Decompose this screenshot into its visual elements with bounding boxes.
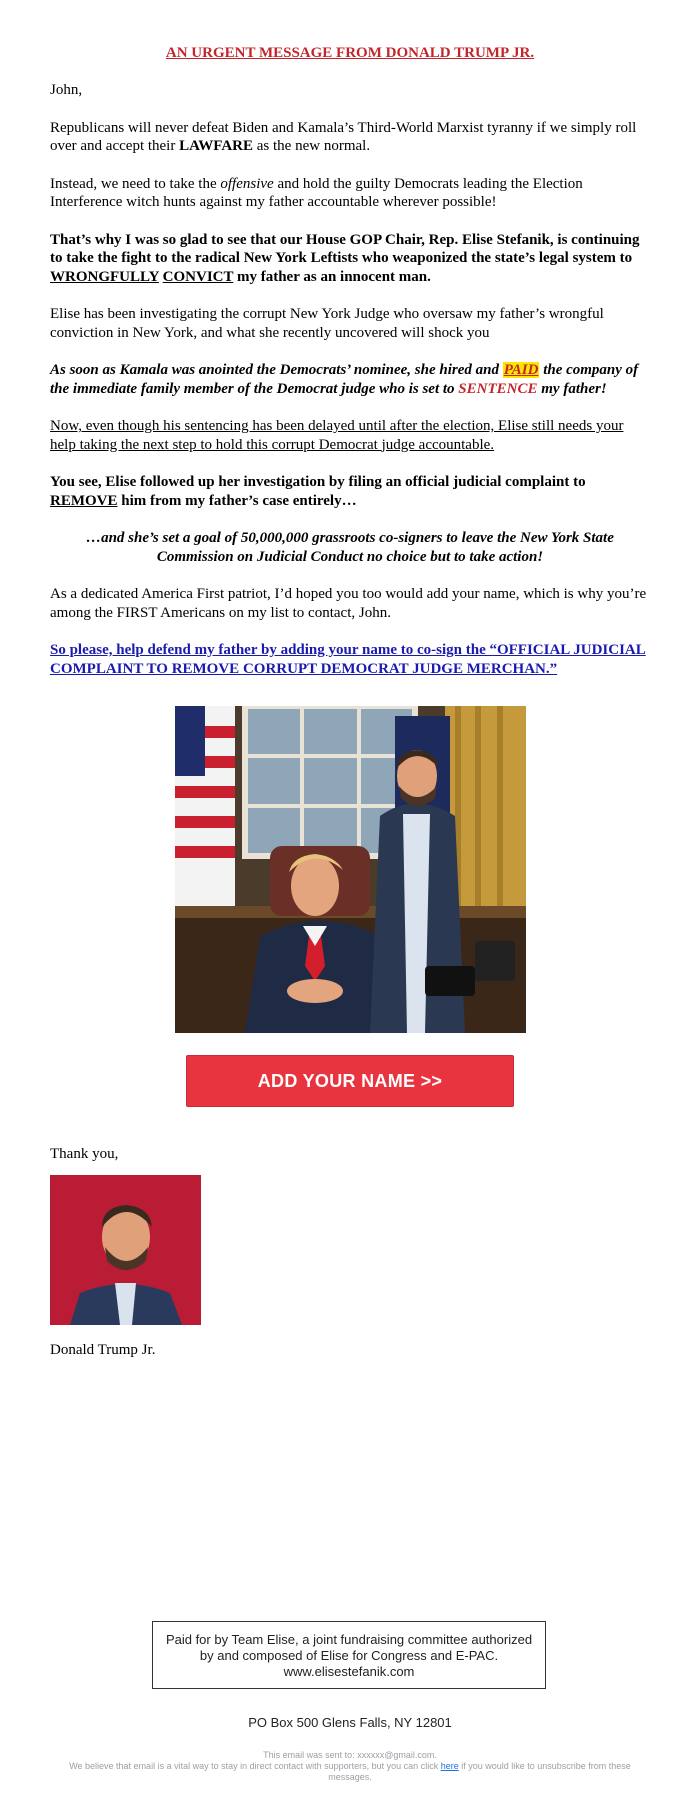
p3-text-e: my father as an innocent man. (233, 268, 431, 285)
email-body (50, 0, 650, 1359)
paragraph-3 (50, 231, 650, 287)
p2-text-a: Instead, we need to take the (50, 175, 221, 192)
cosign-complaint-link[interactable]: So please, help defend my father by adding your name to co-sign the “OFFICIAL JUDICIAL COMPLAINT TO REMOVE CORRUPT DEMOCRAT JUDGE MERCHAN.” (50, 642, 646, 677)
paid-for-disclaimer: Paid for by Team Elise, a joint fundraising committee authorized by and composed of Elise for Congress and E-PAC. www.elisestefanik.com (152, 1621, 546, 1689)
paid-highlight: PAID (503, 362, 539, 378)
oval-office-photo[interactable] (175, 706, 526, 1033)
p7-text-a: You see, Elise followed up her investigation by filing an official judicial complaint to (50, 474, 586, 490)
unsub-text-a: We believe that email is a vital way to stay in direct contact with supporters, but you can click (69, 1761, 441, 1771)
unsub-text-b: if you would like to unsubscribe from these messages. (328, 1761, 631, 1782)
paragraph-9: As a dedicated America First patriot, I’d hoped you too would add your name, which is why you’re among the FIRST Americans on my list to contact, John. (50, 586, 647, 621)
signature: Donald Trump Jr. (50, 1341, 156, 1358)
p1-text-a: Republicans will never defeat Biden and Kamala’s Third-World Marxist tyranny if we simply roll over and accept their (50, 119, 637, 154)
lawfare-emphasis: LAWFARE (179, 138, 254, 154)
p5-text-c: the company of the immediate family member of the Democrat judge who is set to (50, 362, 639, 397)
p5-text-e: my father! (537, 380, 607, 397)
closing: Thank you, (50, 1146, 119, 1162)
paragraph-4: Elise has been investigating the corrupt New York Judge who oversaw my father’s wrongful conviction in New York, and what she recently uncovered will shock you (50, 306, 604, 341)
offensive-emphasis: offensive (220, 175, 274, 192)
p1-text-c: as the new normal. (253, 138, 371, 154)
p2-text-c: and hold the guilty Democrats leading the Election Interference witch hunts against my father accountable wherever possible! (50, 175, 583, 210)
email-fine-print (50, 1750, 650, 1783)
paragraph-7 (50, 473, 650, 510)
p5-text-a: As soon as Kamala was anointed the Democrats’ nominee, she hired and (50, 362, 503, 378)
paragraph-2 (50, 175, 650, 212)
unsubscribe-link[interactable]: here (440, 1761, 459, 1771)
unsubscribe-line (50, 1761, 650, 1783)
p7-text-c: him from my father’s case entirely… (117, 492, 357, 509)
sentence-emphasis: SENTENCE (458, 380, 538, 397)
greeting: John, (50, 82, 83, 98)
paragraph-5 (50, 361, 650, 398)
headline: AN URGENT MESSAGE FROM DONALD TRUMP JR. (165, 45, 535, 61)
mailing-address: PO Box 500 Glens Falls, NY 12801 (248, 1715, 452, 1730)
paragraph-8: …and she’s set a goal of 50,000,000 grassroots co-signers to leave the New York State Commission on Judicial Conduct no choice but to take action! (86, 530, 614, 565)
signer-portrait (50, 1175, 201, 1325)
paragraph-1 (50, 119, 650, 156)
remove-emphasis: REMOVE (50, 492, 118, 509)
p3-text-a: That’s why I was so glad to see that our House GOP Chair, Rep. Elise Stefanik, is continuing to take the fight to the radical New York Leftists who weaponized the state’s legal system to (50, 231, 640, 266)
paragraph-6: Now, even though his sentencing has been delayed until after the election, Elise still needs your help taking the next step to hold this corrupt Democrat judge accountable. (50, 418, 624, 453)
wrongfully-emphasis: WRONGFULLY (50, 268, 159, 285)
sent-to-line: This email was sent to: xxxxxx@gmail.com. (263, 1750, 437, 1760)
convict-emphasis: CONVICT (162, 268, 234, 285)
add-your-name-button[interactable]: ADD YOUR NAME >> (186, 1055, 514, 1107)
